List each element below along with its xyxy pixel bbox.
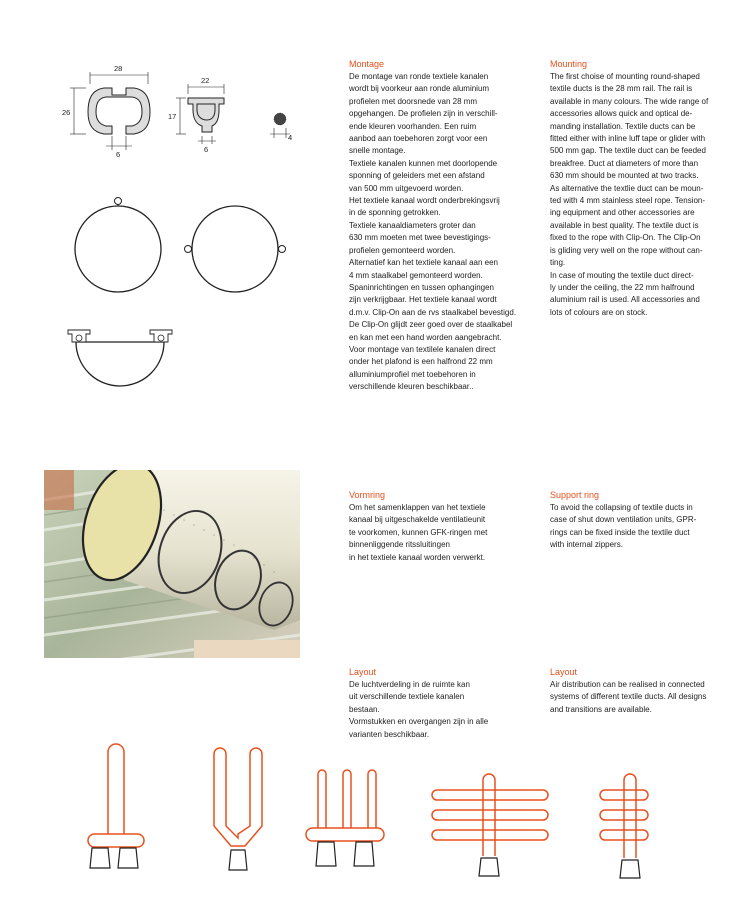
support-ring-text <box>550 502 735 552</box>
duct-mounting-drawings <box>68 192 308 402</box>
text-line: Vormstukken en overgangen zijn in alle <box>349 717 489 727</box>
text-line: Om het samenklappen van het textiele <box>349 503 486 512</box>
rail-28-slot-label: 6 <box>116 150 121 159</box>
text-line: onder het plafond is een halfrond 22 mm <box>349 357 493 367</box>
text-line: in het textiele kanaal worden verwerkt. <box>349 552 486 562</box>
rail-28-profile <box>70 72 150 150</box>
text-line: textile ducts is the 28 mm rail. The rail is <box>550 84 693 94</box>
text-line: 4 mm staalkabel gemonteerd worden. <box>349 270 483 280</box>
text-line: kanaal bij uitgeschakelde ventilatieunit <box>349 515 486 525</box>
text-line: De Clip-On glijdt zeer goed over de staalkabel <box>349 320 513 330</box>
text-line: Het textiele kanaal wordt onderbrekingsvrij <box>349 196 500 206</box>
text-line: sponning of geleiders met een afstand <box>349 171 485 181</box>
text-line: van 500 mm uitgevoerd worden. <box>349 183 464 193</box>
support-ring-photo <box>44 470 300 658</box>
text-line: and transitions are available. <box>550 704 652 714</box>
layout-text-nl <box>349 679 539 741</box>
text-line: en kan met een hand worden aangebracht. <box>349 332 502 342</box>
text-line: fixed to the rope with Clip-On. The Clip-On <box>550 233 701 243</box>
rail-22-width-label: 22 <box>201 76 210 85</box>
rail-22-height-label: 17 <box>168 112 177 121</box>
text-line: binnenliggende ritssluitingen <box>349 540 450 550</box>
montage-heading: Montage <box>349 59 385 69</box>
rail-28-width-label: 28 <box>114 64 123 73</box>
rail-22-slot-label: 6 <box>204 145 209 154</box>
text-line: Voor montage van textilele kanalen direct <box>349 344 496 354</box>
layout-variant-single-branch <box>600 774 648 858</box>
text-line: te voorkomen, kunnen GFK-ringen met <box>349 527 488 537</box>
text-line: Textiele kanalen kunnen met doorlopende <box>349 158 498 168</box>
layout-variant-straight <box>88 744 144 847</box>
duct-top-mounted <box>75 206 161 292</box>
text-line: lots of colours are on stock. <box>550 307 648 317</box>
text-line: accessories allows quick and optical de- <box>550 109 693 119</box>
text-line: 630 mm should be mounted at two tracks. <box>550 171 699 181</box>
text-line: To avoid the collapsing of textile ducts in <box>550 503 693 512</box>
text-line: In case of mouting the textile duct direct- <box>550 270 694 280</box>
text-line: with internal zippers. <box>550 540 623 550</box>
text-line: ting. <box>550 258 566 268</box>
mounting-heading: Mounting <box>550 59 588 69</box>
text-line: ing equipment and other accessories are <box>550 208 695 218</box>
text-line: profielen met doorsnede van 28 mm <box>349 96 478 106</box>
rail-22-profile <box>176 84 224 144</box>
text-line: De luchtverdeling in de ruimte kan <box>349 680 470 689</box>
layout-duct-diagrams <box>80 742 680 882</box>
layout-variant-y-split <box>214 748 262 846</box>
text-line: d.m.v. Clip-On aan de rvs staalkabel bevestigd. <box>349 307 517 317</box>
text-line: verschillende kleuren beschikbaar.. <box>349 382 474 392</box>
layout-heading-en: Layout <box>550 667 578 677</box>
montage-text <box>349 71 544 394</box>
text-line: in de sponning getrokken. <box>349 208 441 218</box>
vormring-text <box>349 502 539 564</box>
duct-side-mounted <box>192 206 278 292</box>
text-line: rings can be fixed inside the textile duct <box>550 527 690 537</box>
text-line: opgehangen. De profielen zijn in verschill- <box>349 109 498 119</box>
vormring-heading: Vormring <box>349 490 386 500</box>
text-line: is gliding very well on the rope without can- <box>550 245 703 255</box>
text-line: As alternative the textlie duct can be moun- <box>550 183 704 193</box>
text-line: Alternatief kan het textiele kanaal aan een <box>349 258 498 268</box>
text-line: breakfree. Duct at diameters of more than <box>550 158 699 168</box>
text-line: Textiele kanaaldiameters groter dan <box>349 220 476 230</box>
text-line: aanbod aan toebehoren zorgt voor een <box>349 134 488 144</box>
text-line: varianten beschikbaar. <box>349 729 430 739</box>
duct-halfround-ceiling <box>76 342 164 386</box>
text-line: Air distribution can be realised in connected <box>550 680 705 689</box>
text-line: ende kleuren voorhanden. Een ruim <box>349 121 477 131</box>
text-line: De montage van ronde textiele kanalen <box>349 72 489 81</box>
layout-text-en <box>550 679 735 716</box>
rope-diameter-label: 4 <box>288 133 293 142</box>
layout-heading-nl: Layout <box>349 667 377 677</box>
text-line: The first choise of mounting round-shaped <box>550 72 700 81</box>
text-line: available in best quality. The textile duct is <box>550 220 699 230</box>
text-line: alluminiumprofiel met toebehoren in <box>349 369 476 379</box>
text-line: case of shut down ventilation units, GPR- <box>550 515 697 525</box>
text-line: wordt bij voorkeur aan ronde aluminium <box>349 84 490 94</box>
text-line: profielen gemonteerd worden. <box>349 245 456 255</box>
text-line: ly under the ceiling, the 22 mm halfround <box>550 282 695 292</box>
support-ring-heading: Support ring <box>550 490 600 500</box>
steel-rope-section <box>270 113 290 138</box>
rail-profile-drawings <box>60 62 300 162</box>
text-line: zijn verkrijgbaar. Het textiele kanaal wordt <box>349 295 497 305</box>
mounting-text <box>550 71 735 319</box>
text-line: 630 mm moeten met twee bevestigings- <box>349 233 491 243</box>
text-line: snelle montage. <box>349 146 406 156</box>
layout-variant-double-branch <box>432 774 548 856</box>
text-line: fitted either with inline luff tape or glider with <box>550 134 706 144</box>
text-line: ted with 4 mm stainless steel rope. Tension- <box>550 196 706 206</box>
text-line: available in many colours. The wide range of <box>550 96 709 106</box>
text-line: manding installation. Textile ducts can be <box>550 121 696 131</box>
text-line: bestaan. <box>349 704 380 714</box>
text-line: aluminium rail is used. All accessories and <box>550 295 700 305</box>
text-line: 500 mm gap. The textile duct can be feeded <box>550 146 706 156</box>
layout-variant-comb <box>306 770 384 841</box>
rail-28-height-label: 26 <box>62 108 71 117</box>
text-line: uit verschillende textiele kanalen <box>349 692 465 702</box>
text-line: systems of different textile ducts. All designs <box>550 692 707 702</box>
text-line: Spaninrichtingen en tussen ophangingen <box>349 282 495 292</box>
